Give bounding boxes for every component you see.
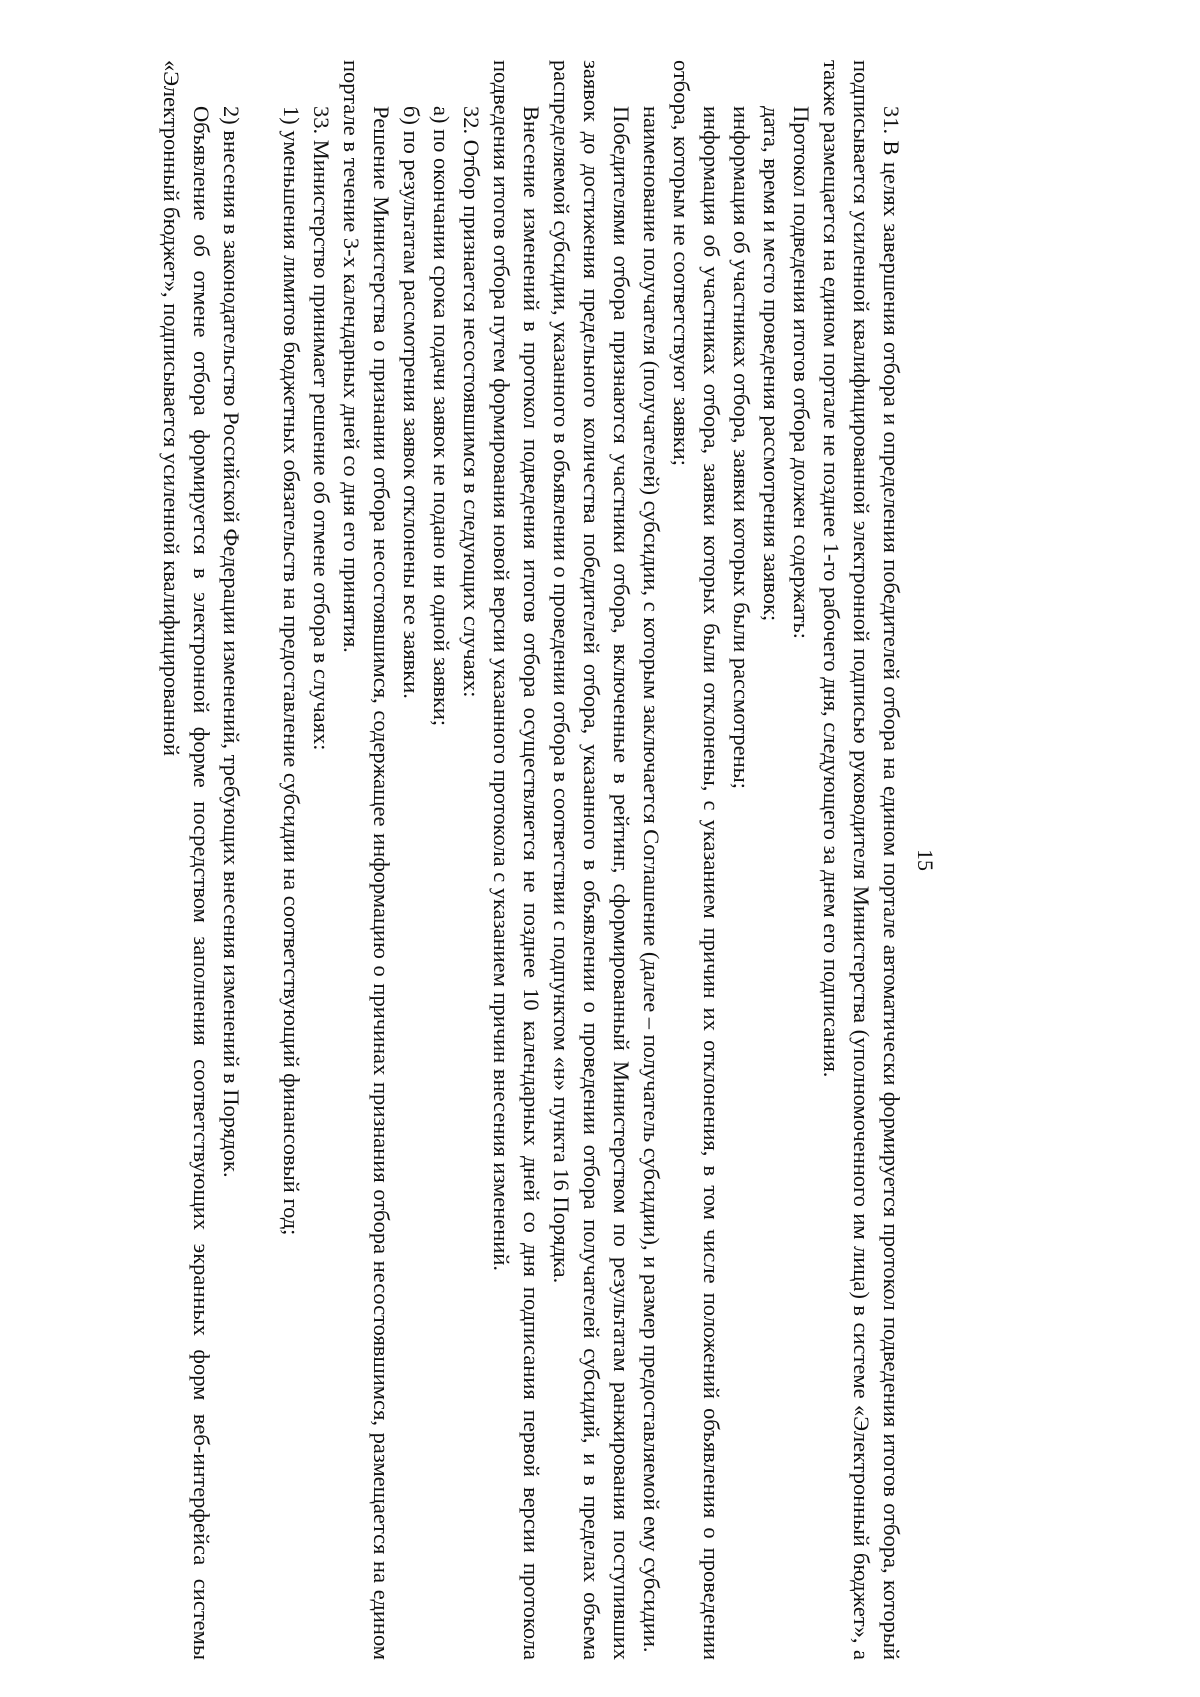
paragraph-item-rejected: информация об участниках отбора, заявки которых были отклонены, с указанием причин их отклонения, в том числе положений объявления о проведении отбора, которым не соответствуют заявки; [669, 60, 724, 1660]
paragraph-33-1: 1) уменьшения лимитов бюджетных обязательств на предоставление субсидии на соответствующий финансовый год; [279, 106, 304, 1236]
rotated-content [80, 60, 940, 1660]
paragraph-cancel-announcement: Объявление об отмене отбора формируется в электронной форме посредством заполнения соответствующих экранных форм веб-интерфейса системы «Электронный бюджет», подписывается усиленной квалифицированной [159, 60, 214, 1660]
paragraph-32: 32. Отбор признается несостоявшимся в следующих случаях: [459, 106, 484, 698]
paragraph-33-2: 2) внесения в законодательство Российской Федерации изменений, требующих внесения изменений в Порядок. [219, 106, 244, 1178]
document-body [156, 60, 906, 1660]
paragraph-32-b: б) по результатам рассмотрения заявок отклонены все заявки. [399, 106, 424, 699]
page-number: 15 [913, 849, 938, 871]
paragraph-winners: Победителями отбора признаются участники отбора, включенные в рейтинг, сформированный Министерством по результатам ранжирования поступивших заявок до достижения предельного количества победителей отбора, указанного в объявлении о проведении отбора получателей субсидий, и в пределах объема распределяемой субсидии, указанного в объявлении о проведении отбора в соответствии с подпунктом «н» пункта 16 Порядка. [549, 60, 634, 1660]
paragraph-31: 31. В целях завершения отбора и определения победителей отбора на едином портале автоматически формируется протокол подведения итогов отбора, который подписывается усиленной квалифицированной электронной подписью руководителя Министерства (уполномоченного им лица) в системе «Электронный бюджет», а также размещается на едином портале не позднее 1-го рабочего дня, следующего за днем его подписания. [819, 60, 904, 1660]
paragraph-32-a: а) по окончании срока подачи заявок не подано ни одной заявки; [429, 106, 454, 727]
paragraph-decision: Решение Министерства о признании отбора несостоявшимся, содержащее информацию о причинах признания отбора несостоявшимся, размещается на едином портале в течение 3-х календарных дней со дня его принятия. [339, 60, 394, 1660]
paragraph-33: 33. Министерство принимает решение об отмене отбора в случаях: [309, 106, 334, 751]
paragraph-amendments: Внесение изменений в протокол подведения итогов отбора осуществляется не позднее 10 календарных дней со дня подписания первой версии протокола подведения итогов отбора путем формирования новой версии указанного протокола с указанием причин внесения изменений. [489, 60, 544, 1660]
paragraph-spacer [246, 60, 276, 1660]
paragraph-item-date: дата, время и место проведения рассмотрения заявок; [759, 106, 784, 622]
paragraph-item-reviewed: информация об участниках отбора, заявки которых были рассмотрены; [729, 106, 754, 789]
paragraph-item-recipient: наименование получателя (получателей) субсидии, с которым заключается Соглашение (далее – получатель субсидии), и размер предоставляемой ему субсидии. [639, 106, 664, 1653]
paragraph-protocol-intro: Протокол подведения итогов отбора должен содержать: [789, 106, 814, 640]
